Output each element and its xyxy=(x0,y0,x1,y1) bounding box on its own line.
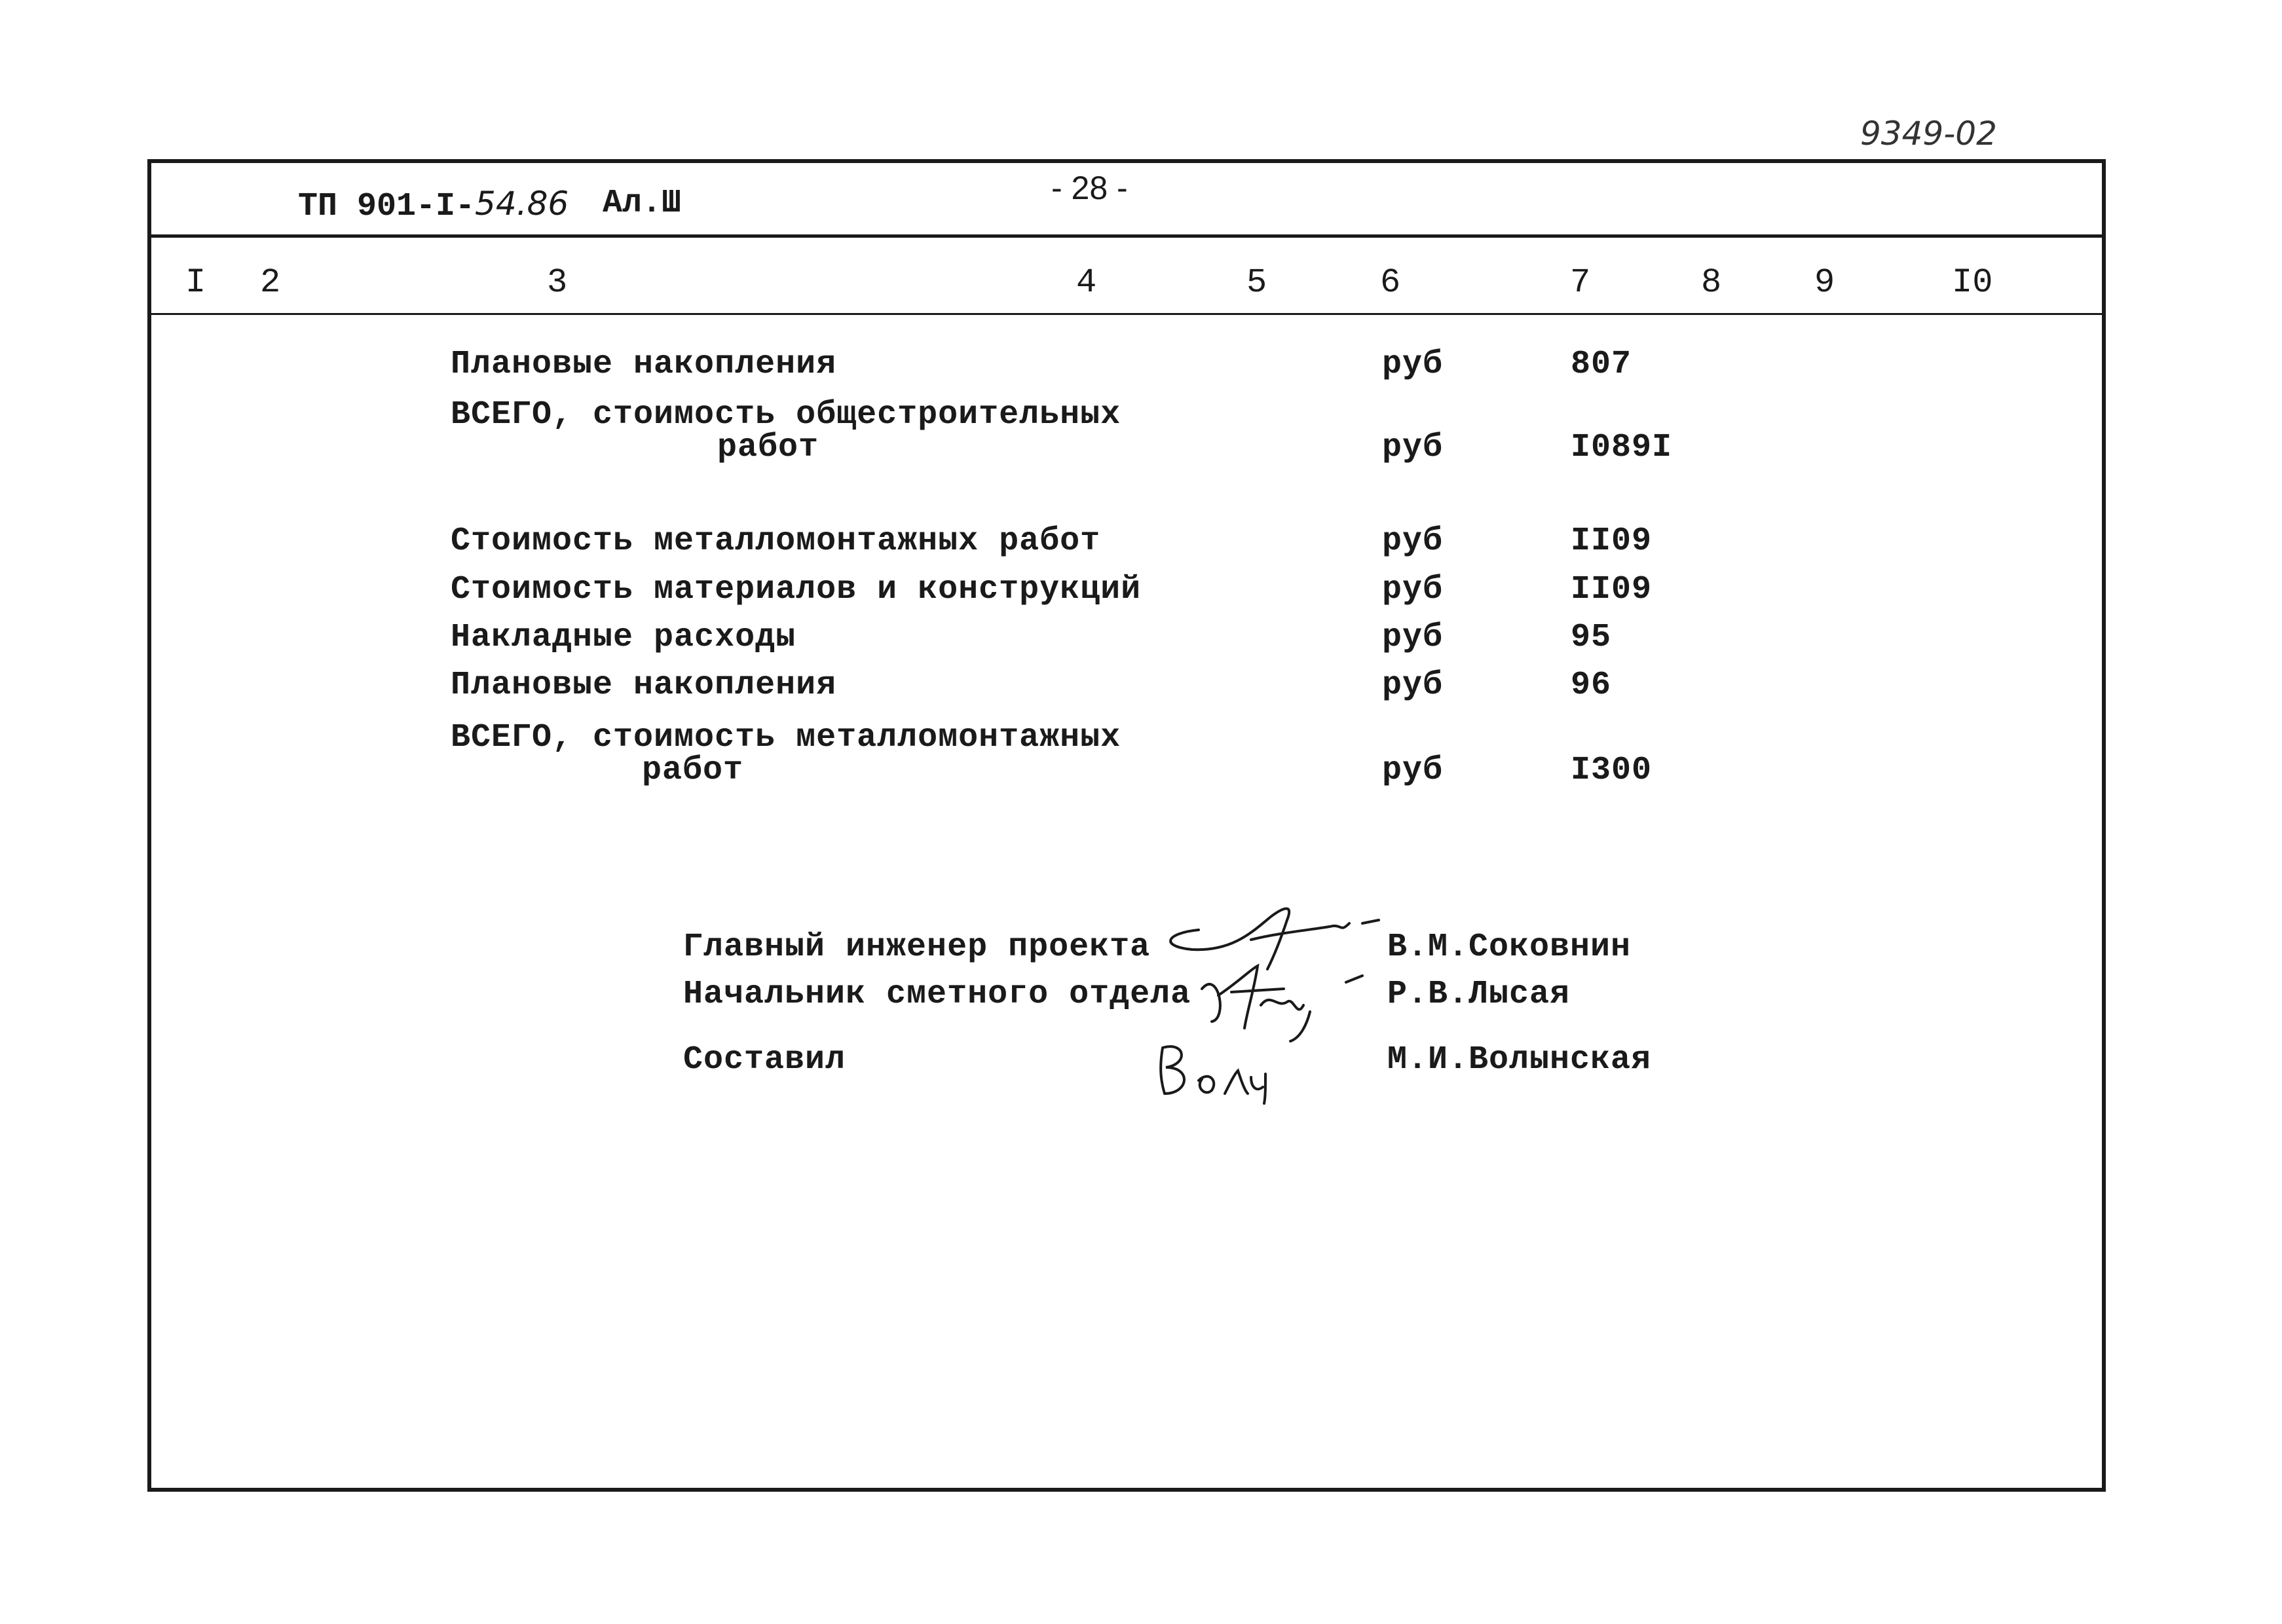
row-text: ВСЕГО, стоимость металломонтажных xyxy=(451,719,1121,756)
signature-name: М.И.Волынская xyxy=(1387,1041,1652,1079)
row-unit: руб xyxy=(1382,571,1444,608)
document-code-prefix: ТП 901-I- xyxy=(298,188,476,225)
row-value: 807 xyxy=(1571,346,1632,383)
signature-role: Составил xyxy=(683,1041,846,1079)
signature-role: Главный инженер проекта xyxy=(683,929,1151,966)
row-text: Накладные расходы xyxy=(451,619,796,656)
row-text-continued: работ xyxy=(717,429,819,466)
row-value: I089I xyxy=(1571,429,1673,466)
column-number: I xyxy=(185,263,206,302)
document-code-handwritten: 54.86 xyxy=(475,185,569,223)
column-number: 3 xyxy=(547,263,568,302)
row-value: II09 xyxy=(1571,523,1653,560)
signature-name: Р.В.Лысая xyxy=(1387,976,1571,1013)
column-number: 5 xyxy=(1246,263,1267,302)
row-unit: руб xyxy=(1382,429,1444,466)
signature-role: Начальник сметного отдела xyxy=(683,976,1191,1013)
row-text: Плановые накопления xyxy=(451,667,837,704)
page-frame xyxy=(147,159,2106,1492)
column-number: 7 xyxy=(1570,263,1591,302)
handwritten-signature-2 xyxy=(1192,956,1389,1048)
row-unit: руб xyxy=(1382,752,1444,789)
column-number: 8 xyxy=(1701,263,1722,302)
page-number: - 28 - xyxy=(1051,170,1128,206)
column-number: 9 xyxy=(1814,263,1835,302)
handwritten-signature-3 xyxy=(1153,1035,1284,1107)
corner-code: 9349-02 xyxy=(1860,115,1997,153)
row-text: Плановые накопления xyxy=(451,346,837,383)
row-value: 95 xyxy=(1571,619,1612,656)
row-unit: руб xyxy=(1382,619,1444,656)
album-label: Ал.Ш xyxy=(603,185,682,222)
row-unit: руб xyxy=(1382,523,1444,560)
row-value: I300 xyxy=(1571,752,1653,789)
column-number: 2 xyxy=(260,263,281,302)
row-text: ВСЕГО, стоимость общестроительных xyxy=(451,396,1121,434)
row-value: 96 xyxy=(1571,667,1612,704)
signature-name: В.М.Соковнин xyxy=(1387,929,1632,966)
row-value: II09 xyxy=(1571,571,1653,608)
row-unit: руб xyxy=(1382,667,1444,704)
row-text: Стоимость металломонтажных работ xyxy=(451,523,1101,560)
column-number: 4 xyxy=(1076,263,1097,302)
row-text: Стоимость материалов и конструкций xyxy=(451,571,1142,608)
row-text-continued: работ xyxy=(642,752,744,789)
column-number: I0 xyxy=(1952,263,1993,302)
document-code xyxy=(298,185,569,225)
column-header-rule xyxy=(149,313,2104,315)
column-number: 6 xyxy=(1380,263,1401,302)
row-unit: руб xyxy=(1382,346,1444,383)
header-rule xyxy=(149,234,2104,238)
